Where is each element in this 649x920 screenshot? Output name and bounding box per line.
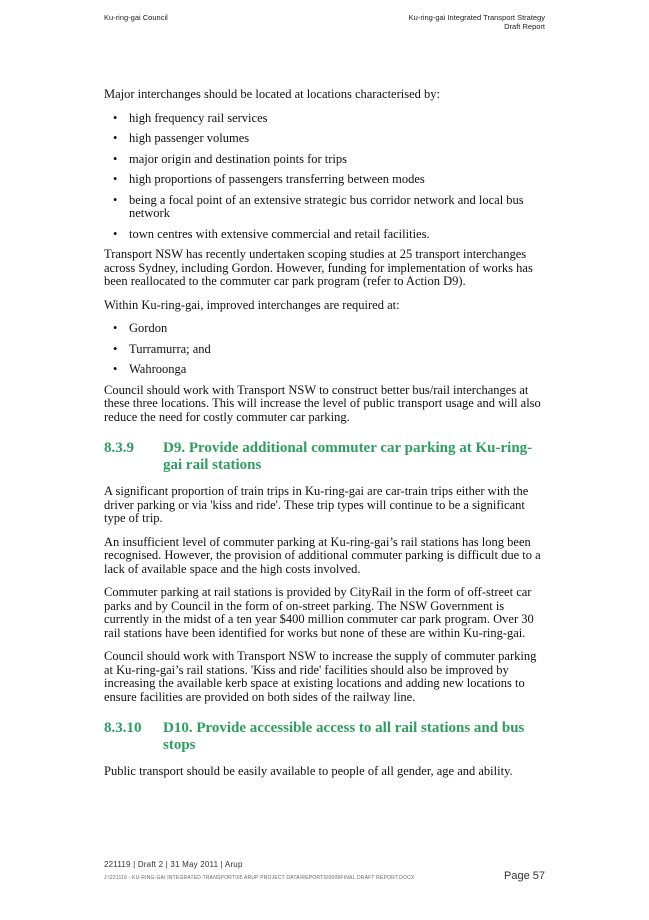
list-item-text: major origin and destination points for trips [129, 151, 348, 166]
paragraph-intro: Major interchanges should be located at locations characterised by: [104, 87, 440, 101]
list-item [104, 363, 548, 377]
section-title: D10. Provide accessible access to all rail stations and bus stops [163, 720, 525, 753]
footer-file-path: J:\221119 - KU-RING-GAI INTEGRATED TRANSPORT\05 ARUP PROJECT DATA\REPORTS\0008FINAL DRAFT REPORT.DOCX [104, 875, 415, 881]
list-item-text: Turramurra; and [129, 341, 211, 356]
page-header [104, 13, 545, 31]
section-title: D9. Provide additional commuter car parking at Ku-ring-gai rail stations [163, 440, 533, 473]
section-number: 8.3.9 [104, 440, 134, 456]
list-item-text: Wahroonga [129, 362, 187, 376]
paragraph-transport-nsw: Transport NSW has recently undertaken scoping studies at 25 transport interchanges across Sydney, including Gordon. However, funding for implementation of works has been reallocated to the commuter car park program (refer to Action D9). [104, 247, 533, 288]
list-item [104, 343, 548, 357]
bullet-list-interchange-characteristics [104, 112, 548, 242]
bullet-icon: • [113, 341, 118, 356]
bullet-icon: • [113, 226, 118, 241]
header-right-line1: Ku-ring-gai Integrated Transport Strategy [408, 13, 545, 22]
page-footer [104, 860, 545, 881]
header-right-line2: Draft Report [504, 22, 545, 31]
bullet-icon: • [113, 131, 118, 145]
bullet-icon: • [113, 172, 118, 186]
paragraph-insufficient-parking: An insufficient level of commuter parking at Ku-ring-gai’s rail stations has long been recognised. However, the provision of additional commuter parking is difficult due to a lack of available space and the high costs involved. [104, 534, 541, 576]
list-item-text: high proportions of passengers transferring between modes [129, 172, 425, 186]
header-left-text: Ku-ring-gai Council [104, 13, 168, 22]
paragraph-accessible-transport: Public transport should be easily available to people of all gender, age and ability. [104, 764, 513, 778]
list-item-text: being a focal point of an extensive strategic bus corridor network and local bus network [129, 192, 524, 220]
bullet-icon: • [113, 151, 118, 166]
bullet-icon: • [113, 321, 118, 335]
footer-meta-line: 221119 | Draft 2 | 31 May 2011 | Arup [104, 860, 243, 869]
paragraph-train-trips: A significant proportion of train trips in Ku-ring-gai are car-train trips either with the driver parking or via 'kiss and ride'. These trip types will continue to be a significant type of trip. [104, 484, 529, 525]
bullet-icon: • [113, 192, 118, 207]
list-item-text: high frequency rail services [129, 110, 268, 125]
bullet-icon: • [113, 362, 118, 376]
section-heading-8-3-10 [104, 720, 548, 754]
bullet-list-locations [104, 322, 548, 377]
list-item [104, 173, 548, 187]
paragraph-council-parking-supply: Council should work with Transport NSW to increase the supply of commuter parking at Ku-ring-gai’s rail stations. 'Kiss and ride' facilities should also be improved by increasing the available kerb space at existing locations and adding new locations to ensure facilities are provided on both sides of the railway line. [104, 649, 537, 704]
list-item-text: high passenger volumes [129, 131, 250, 145]
paragraph-cityrail-parking: Commuter parking at rail stations is provided by CityRail in the form of off-street car parks and by Council in the form of on-street parking. The NSW Government is currently in the midst of a ten year $400 million commuter car park program. Over 30 rail stations have been identified for works but none of these are within Ku-ring-gai. [104, 585, 534, 640]
list-item [104, 228, 548, 242]
list-item [104, 112, 548, 126]
list-item [104, 194, 548, 221]
list-item [104, 153, 548, 167]
header-right-text [409, 13, 545, 31]
section-heading-8-3-9 [104, 440, 548, 474]
list-item [104, 132, 548, 146]
section-number: 8.3.10 [104, 720, 142, 736]
document-body [104, 88, 548, 789]
list-item-text: town centres with extensive commercial and retail facilities. [129, 226, 430, 241]
paragraph-within-kuringgai: Within Ku-ring-gai, improved interchanges are required at: [104, 297, 400, 312]
list-item [104, 322, 548, 336]
page-number: Page 57 [504, 870, 545, 882]
list-item-text: Gordon [129, 321, 168, 335]
paragraph-council-interchanges: Council should work with Transport NSW to construct better bus/rail interchanges at these three locations. This will increase the level of public transport usage and will also reduce the need for costly commuter car parking. [104, 382, 541, 424]
bullet-icon: • [113, 110, 118, 125]
